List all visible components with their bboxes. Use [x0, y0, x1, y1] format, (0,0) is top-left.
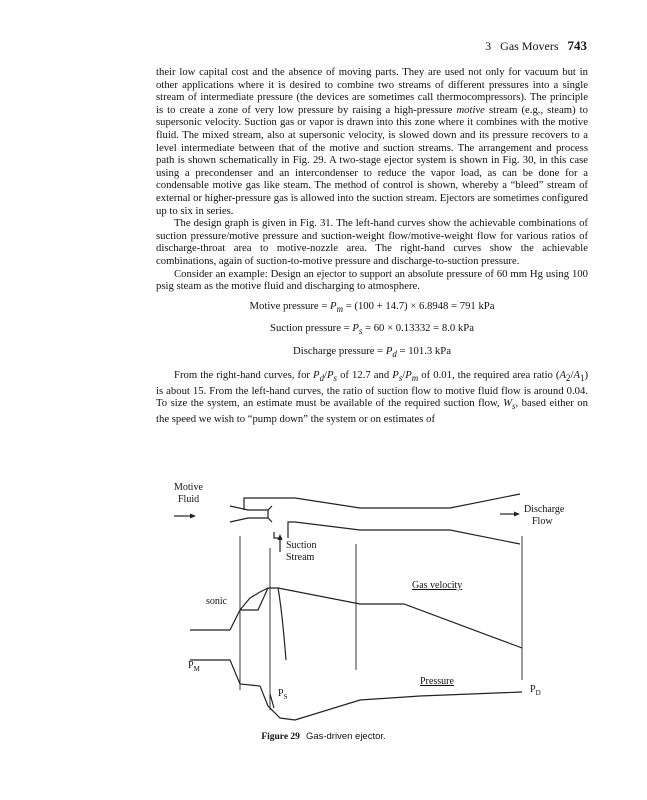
equation-suction-pressure: Suction pressure = $P_s = 60 \times 0.13332 = 8.0$ kPa: [270, 322, 474, 337]
label-ps: $P_S$: [278, 688, 288, 701]
suction-arrowhead: [278, 534, 283, 540]
label-pd: $P_D$: [530, 684, 541, 697]
paragraph-3: Consider an example: Design an ejector to support an absolute pressure of 60 mm Hg using 100 psig steam as the motive fluid and discharging to atmosphere.: [156, 267, 588, 293]
paragraph-2: The design graph is given in Fig. 31. The left-hand curves show the achievable combinations of suction pressure/motive pressure and suction-weight flow/motive-weight flow for various ratios of discharge-throat area to motive-nozzle area. The right-hand curves show the achievable combinations, again of suction-to-motive pressure and discharge-to-suction pressure.: [156, 217, 588, 267]
label-flow: Flow: [532, 516, 553, 527]
sonic-transition: [240, 588, 268, 610]
equation-motive-pressure: Motive pressure = $P_m = (100 + 14.7) \times 6.8948 = 791$ kPa: [249, 299, 495, 314]
discharge-arrowhead: [514, 512, 520, 517]
equation-discharge-pressure: Discharge pressure = $P_d = 101.3$ kPa: [293, 345, 451, 360]
equation-block: [156, 300, 588, 361]
body-text: [156, 66, 588, 426]
motive-nozzle-bottom: [230, 518, 272, 522]
label-sonic: sonic: [206, 596, 228, 607]
label-suction: Suction: [286, 540, 317, 551]
figure-29-ejector-diagram: [150, 470, 590, 750]
diffuser-flare: [278, 588, 286, 660]
label-pm: $P_M$: [188, 660, 200, 673]
ejector-lower-wall: [288, 522, 520, 544]
paragraph-4: From the right-hand curves, for $P_d/P_s$ of 12.7 and $P_s/P_m$ of 0.01, the required area ratio $(A_2/A_1)$ is about 15. From the left-hand curves, the ratio of suction flow to motive fluid flow is around 0.04. To size the system, an estimate must be available of the required suction flow, $W_s$, based either on the speed we wish to “pump down” the system or on estimates of: [156, 368, 589, 425]
motive-arrowhead: [190, 514, 196, 519]
label-gas-velocity: Gas velocity: [412, 580, 463, 591]
caption-label: Figure 29: [261, 732, 300, 742]
ejector-schematic: [150, 470, 590, 730]
motive-nozzle-top: [230, 506, 272, 510]
page-number: 743: [567, 38, 587, 53]
figure-caption: [0, 731, 647, 742]
label-stream: Stream: [286, 552, 315, 563]
label-discharge: Discharge: [524, 504, 565, 515]
suction-pressure-dip: [270, 694, 274, 708]
label-motive: Motive: [174, 482, 203, 493]
ejector-upper-wall: [244, 494, 520, 510]
label-pressure: Pressure: [420, 676, 454, 687]
label-fluid: Fluid: [178, 494, 200, 505]
chapter-title: Gas Movers: [500, 39, 559, 53]
paragraph-1: their low capital cost and the absence of moving parts. They are used not only for vacuum but in other applications where it is desired to combine two streams of different pressures into a single stream of intermediate pressure (the devices are sometimes call thermocompressors). The principle is to create a zone of very low pressure by raising a high-pressure motive stream (e.g., steam) to supersonic velocity. Suction gas or vapor is drawn into this zone where it combines with the motive fluid. The mixed stream, also at supersonic velocity, is slowed down and its pressure recovers to a level intermediate between that of the motive and suction streams. The arrangement and process path is shown schematically in Fig. 29. A two-stage ejector system is shown in Fig. 30, in this case using a precondenser and an intercondenser to reduce the vapor load, as can be done for a condensable motive gas like steam. The method of control is shown, whereby a “bleed” stream of external or higher-pressure gas is allowed into the suction stream. Ejectors are sometimes configured up to six in series.: [156, 66, 588, 217]
running-header: [485, 38, 587, 54]
chapter-number: 3: [485, 39, 492, 53]
caption-text: Gas-driven ejector.: [305, 731, 386, 742]
